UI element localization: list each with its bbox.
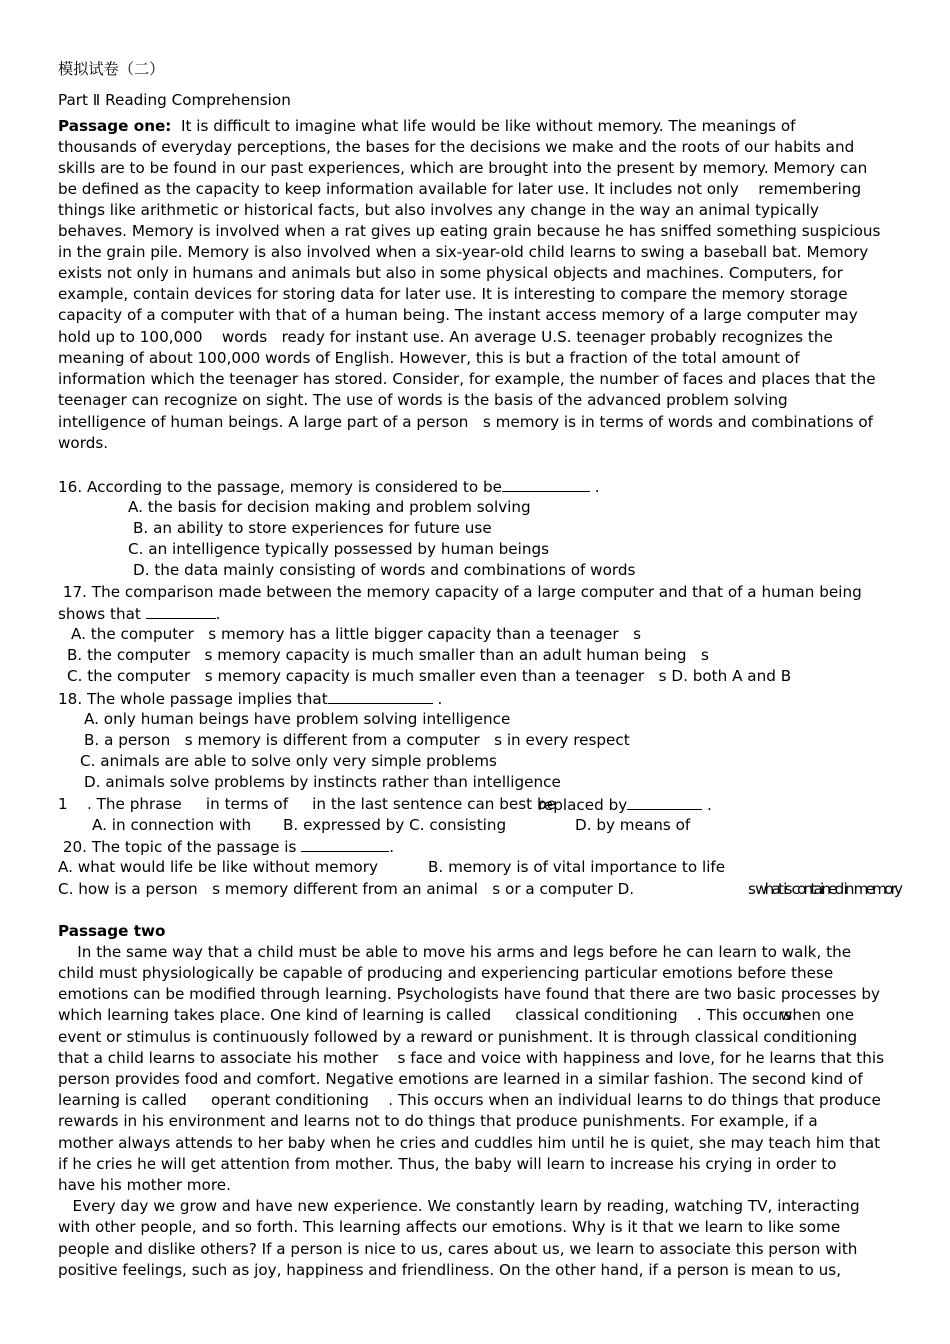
- answer-blank[interactable]: [328, 688, 433, 704]
- passage-one-line: capacity of a computer with that of a human being. The instant access memory of a large computer may: [58, 306, 858, 324]
- question-stem: 18. The whole passage implies that: [58, 690, 328, 708]
- passage-one-line: in the grain pile. Memory is also involved when a six-year-old child learns to swing a baseball bat. Memory: [58, 243, 869, 261]
- passage-two-line: which learning takes place. One kind of learning is called classical conditioning . This occurs: [58, 1006, 793, 1024]
- passage-one-line: things like arithmetic or historical facts, but also involves any change in the way an animal typically: [58, 201, 819, 219]
- question-stem: 20. The topic of the passage is: [58, 838, 297, 856]
- passage-one-line: information which the teenager has stored. Consider, for example, the number of faces and places that the: [58, 370, 876, 388]
- question-19: 1 . The phrase in terms of in the last sentence can best be: [58, 795, 556, 813]
- option-a: A. the computer s memory has a little bigger capacity than a teenager s: [71, 625, 642, 643]
- option-d: s what is contained in memory: [748, 880, 901, 898]
- passage-one-text: It is difficult to imagine what life would be like without memory. The meanings of: [181, 117, 796, 135]
- passage-two-line: event or stimulus is continuously followed by a reward or punishment. It is through classical conditioning: [58, 1028, 858, 1046]
- passage-one-line: meaning of about 100,000 words of English. However, this is but a fraction of the total amount of: [58, 349, 800, 367]
- option-c: C. how is a person s memory different from an animal s or a computer D.: [58, 880, 635, 898]
- passage-one-line: skills are to be found in our past experiences, which are brought into the present by memory. Memory can: [58, 159, 868, 177]
- answer-blank[interactable]: [146, 603, 216, 619]
- passage-one-heading: Passage one:: [58, 117, 172, 135]
- passage-one-line: exists not only in humans and animals but also in some physical objects and machines. Computers, for: [58, 264, 843, 282]
- option-b: B. a person s memory is different from a computer s in every respect: [84, 731, 630, 749]
- passage-two-line: rewards in his environment and learns not to do things that produce punishments. For example, if a: [58, 1112, 818, 1130]
- passage-two-heading: Passage two: [58, 922, 166, 940]
- answer-blank[interactable]: [627, 794, 702, 810]
- option-b: B. an ability to store experiences for future use: [133, 519, 492, 537]
- question-17-cont: shows that .: [58, 605, 221, 623]
- option-a: A. what would life be like without memory: [58, 858, 378, 876]
- passage-one-line: thousands of everyday perceptions, the bases for the decisions we make and the roots of our habits and: [58, 138, 855, 156]
- passage-one-line: hold up to 100,000 words ready for instant use. An average U.S. teenager probably recognizes the: [58, 328, 833, 346]
- passage-one-line: teenager can recognize on sight. The use of words is the basis of the advanced problem solving: [58, 391, 788, 409]
- passage-one-line: example, contain devices for storing data for later use. It is interesting to compare the memory storage: [58, 285, 848, 303]
- exam-title: 模拟试卷（二）: [58, 60, 165, 78]
- option-c: C. animals are able to solve only very simple problems: [80, 752, 497, 770]
- passage-two-overlap: when one: [780, 1006, 855, 1024]
- part-heading: Part Ⅱ Reading Comprehension: [58, 91, 291, 109]
- passage-one-line: words.: [58, 434, 109, 452]
- passage-two-line: that a child learns to associate his mother s face and voice with happiness and love, for he learns that this: [58, 1049, 884, 1067]
- answer-blank[interactable]: [502, 476, 590, 492]
- passage-two-line: learning is called operant conditioning . This occurs when an individual learns to do things that produce: [58, 1091, 881, 1109]
- question-19-cont: replaced by .: [538, 796, 712, 814]
- option-c: C. the computer s memory capacity is much smaller even than a teenager s D. both A and B: [67, 667, 792, 685]
- question-17: 17. The comparison made between the memory capacity of a large computer and that of a human being: [58, 583, 862, 601]
- passage-two-line: with other people, and so forth. This learning affects our emotions. Why is it that we learn to like some: [58, 1218, 841, 1236]
- question-18: 18. The whole passage implies that .: [58, 690, 443, 708]
- passage-two-line: if he cries he will get attention from mother. Thus, the baby will learn to increase his crying in order to: [58, 1155, 837, 1173]
- question-20: 20. The topic of the passage is .: [58, 838, 395, 856]
- passage-two-line: mother always attends to her baby when he cries and cuddles him until he is quiet, she may teach him that: [58, 1134, 881, 1152]
- passage-two-line: Every day we grow and have new experience. We constantly learn by reading, watching TV, interacting: [58, 1197, 860, 1215]
- passage-one-line: intelligence of human beings. A large part of a person s memory is in terms of words and combinations of: [58, 413, 874, 431]
- passage-two-line: people and dislike others? If a person is nice to us, cares about us, we learn to associate this person with: [58, 1240, 858, 1258]
- question-stem: 16. According to the passage, memory is considered to be: [58, 478, 502, 496]
- passage-two-line: child must physiologically be capable of producing and experiencing particular emotions before these: [58, 964, 834, 982]
- option-a: A. the basis for decision making and problem solving: [128, 498, 531, 516]
- option-a: A. in connection with: [92, 816, 252, 834]
- passage-two-line: person provides food and comfort. Negative emotions are learned in a similar fashion. The second kind of: [58, 1070, 863, 1088]
- question-16: 16. According to the passage, memory is considered to be .: [58, 478, 600, 496]
- passage-one-line: be defined as the capacity to keep information available for later use. It includes not only remembering: [58, 180, 862, 198]
- passage-two-line: emotions can be modified through learning. Psychologists have found that there are two basic processes by: [58, 985, 881, 1003]
- passage-two-line: In the same way that a child must be able to move his arms and legs before he can learn to walk, the: [58, 943, 852, 961]
- passage-one-line-1: [58, 116, 796, 137]
- option-d: D. by means of: [575, 816, 691, 834]
- passage-one-line: behaves. Memory is involved when a rat gives up eating grain because he has sniffed something suspicious: [58, 222, 881, 240]
- option-b: B. memory is of vital importance to life: [428, 858, 726, 876]
- option-a: A. only human beings have problem solving intelligence: [84, 710, 511, 728]
- option-b: B. expressed by C. consisting: [283, 816, 507, 834]
- option-d: D. the data mainly consisting of words and combinations of words: [133, 561, 636, 579]
- option-c: C. an intelligence typically possessed by human beings: [128, 540, 550, 558]
- passage-two-line: have his mother more.: [58, 1176, 231, 1194]
- option-d: D. animals solve problems by instincts rather than intelligence: [84, 773, 561, 791]
- passage-two-line: positive feelings, such as joy, happiness and friendliness. On the other hand, if a person is mean to us,: [58, 1261, 842, 1279]
- answer-blank[interactable]: [301, 836, 389, 852]
- option-b: B. the computer s memory capacity is much smaller than an adult human being s: [67, 646, 709, 664]
